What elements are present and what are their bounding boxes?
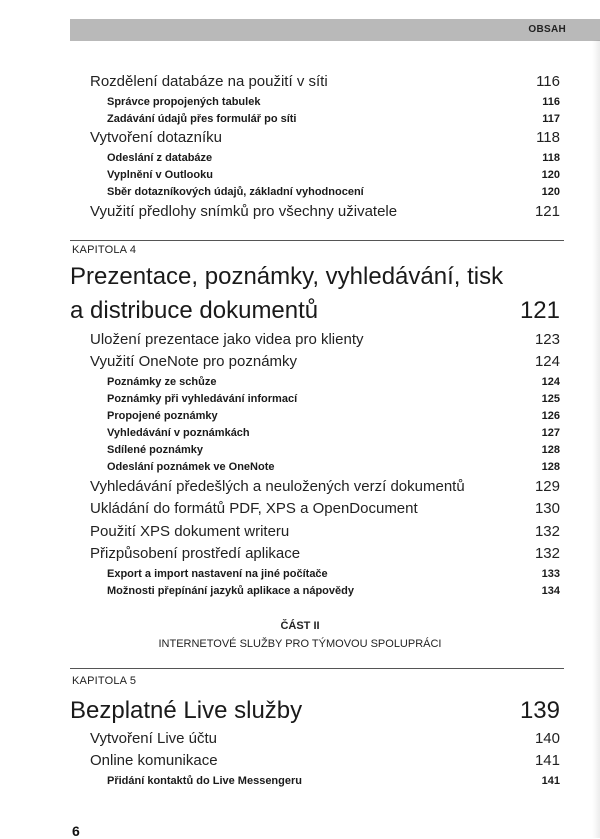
toc-subentry-title: Poznámky při vyhledávání informací (107, 393, 298, 405)
header-band (70, 19, 600, 41)
toc-subentry-title: Export a import nastavení na jiné počítače (107, 568, 328, 580)
toc-subentry (0, 459, 600, 475)
toc-subentry (0, 566, 600, 582)
toc-entry-page: 140 (534, 730, 560, 747)
toc-subentry (0, 184, 600, 200)
page-number: 6 (72, 823, 80, 839)
toc-entry-page: 141 (534, 752, 560, 769)
toc-subentry-title: Vyplnění v Outlooku (107, 169, 213, 181)
chapter-page: 121 (519, 297, 560, 324)
toc-subentry-title: Odeslání z databáze (107, 152, 213, 164)
toc-entry (0, 353, 600, 371)
toc-entry (0, 203, 600, 221)
toc-subentry-page: 120 (541, 186, 560, 198)
toc-subentry-page: 117 (542, 113, 560, 125)
chapter-title-line1 (0, 262, 600, 292)
toc-subentry-page: 133 (541, 568, 560, 580)
toc-entry-title: Využití OneNote pro poznámky (90, 353, 298, 370)
toc-entry-page: 123 (534, 331, 560, 348)
toc-subentry-page: 127 (541, 427, 560, 439)
toc-subentry-title: Sdílené poznámky (107, 444, 203, 456)
toc-subentry-page: 126 (541, 410, 560, 422)
chapter-title (0, 696, 600, 726)
toc-entry-title: Online komunikace (90, 752, 218, 769)
toc-entry (0, 478, 600, 496)
toc-subentry-page: 141 (541, 775, 560, 787)
toc-entry-title: Uložení prezentace jako videa pro klienty (90, 331, 364, 348)
toc-entry (0, 331, 600, 349)
toc-subentry (0, 150, 600, 166)
toc-subentry-title: Vyhledávání v poznámkách (107, 427, 250, 439)
toc-subentry (0, 583, 600, 599)
toc-entry-title: Vytvoření dotazníku (90, 129, 223, 146)
toc-subentry-title: Přidání kontaktů do Live Messengeru (107, 775, 302, 787)
chapter-label: KAPITOLA 4 (72, 244, 137, 256)
toc-subentry-title: Správce propojených tabulek (107, 96, 261, 108)
toc-entry (0, 500, 600, 518)
toc-entry-page: 130 (534, 500, 560, 517)
chapter-label: KAPITOLA 5 (72, 675, 137, 687)
chapter-title-line2 (0, 296, 600, 326)
toc-entry-title: Vyhledávání předešlých a neuložených verzí dokumentů (90, 478, 465, 495)
toc-entry-page: 124 (534, 353, 560, 370)
toc-subentry (0, 391, 600, 407)
toc-entry (0, 129, 600, 147)
toc-subentry (0, 442, 600, 458)
toc-entry-page: 116 (536, 73, 560, 90)
toc-subentry-title: Možnosti přepínání jazyků aplikace a nápovědy (107, 585, 354, 597)
toc-subentry-page: 118 (542, 152, 560, 164)
toc-entry-page: 129 (534, 478, 560, 495)
toc-subentry (0, 408, 600, 424)
toc-entry (0, 730, 600, 748)
toc-entry (0, 73, 600, 91)
toc-subentry-title: Sběr dotazníkových údajů, základní vyhodnocení (107, 186, 364, 198)
toc-subentry-page: 124 (541, 376, 560, 388)
toc-subentry-title: Odeslání poznámek ve OneNote (107, 461, 275, 473)
part-title: INTERNETOVÉ SLUŽBY PRO TÝMOVOU SPOLUPRÁCI (158, 638, 442, 650)
chapter-title-text: a distribuce dokumentů (70, 297, 319, 324)
toc-subentry (0, 94, 600, 110)
toc-subentry (0, 425, 600, 441)
chapter-page: 139 (519, 697, 560, 724)
toc-subentry-title: Poznámky ze schůze (107, 376, 217, 388)
part-label: ČÁST II (280, 620, 320, 632)
chapter-divider (70, 668, 564, 669)
chapter-title-text: Prezentace, poznámky, vyhledávání, tisk (70, 263, 504, 290)
chapter-title-text: Bezplatné Live služby (70, 697, 303, 724)
toc-subentry-page: 125 (541, 393, 560, 405)
toc-entry-title: Využití předlohy snímků pro všechny uživatele (90, 203, 398, 220)
toc-subentry (0, 111, 600, 127)
toc-subentry (0, 773, 600, 789)
toc-subentry-page: 128 (541, 444, 560, 456)
toc-entry-title: Ukládání do formátů PDF, XPS a OpenDocument (90, 500, 418, 517)
page-edge-shadow (592, 40, 600, 838)
toc-entry-page: 132 (534, 545, 560, 562)
toc-subentry (0, 374, 600, 390)
toc-subentry (0, 167, 600, 183)
chapter-divider (70, 240, 564, 241)
toc-subentry-page: 128 (541, 461, 560, 473)
toc-subentry-page: 134 (541, 585, 560, 597)
toc-entry (0, 545, 600, 563)
toc-subentry-title: Zadávání údajů přes formulář po síti (107, 113, 297, 125)
header-label: OBSAH (528, 24, 566, 35)
toc-entry (0, 752, 600, 770)
toc-entry-page: 132 (534, 523, 560, 540)
toc-entry (0, 523, 600, 541)
toc-entry-title: Použití XPS dokument writeru (90, 523, 290, 540)
toc-entry-title: Rozdělení databáze na použití v síti (90, 73, 328, 90)
toc-subentry-page: 120 (541, 169, 560, 181)
toc-entry-page: 121 (534, 203, 560, 220)
toc-entry-title: Vytvoření Live účtu (90, 730, 218, 747)
toc-entry-title: Přizpůsobení prostředí aplikace (90, 545, 301, 562)
toc-entry-page: 118 (536, 129, 560, 146)
toc-subentry-page: 116 (542, 96, 560, 108)
toc-subentry-title: Propojené poznámky (107, 410, 218, 422)
